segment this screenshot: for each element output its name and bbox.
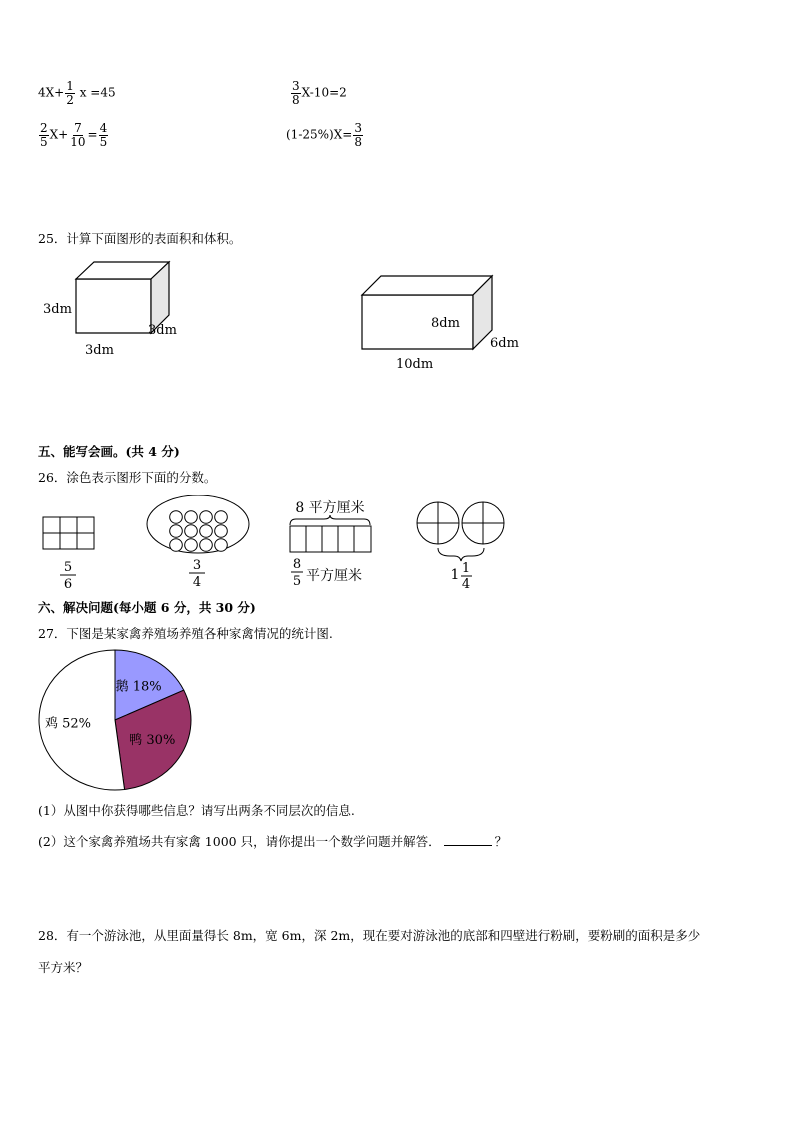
fraction-2-den: 4 <box>192 575 202 590</box>
section-5-title: 五、能写会画。(共 4 分) <box>38 444 180 459</box>
cuboid-length-label: 10dm <box>396 357 434 372</box>
pie-label-1: 鹅 18% <box>115 679 162 695</box>
question-28-line1: 28．有一个游泳池，从里面量得长 8m，宽 6m，深 2m，现在要对游泳池的底部和四壁进行粉刷，要粉刷的面积是多少 <box>38 928 701 943</box>
equation-1: 4X+ $\frac{1}{2}$ x =45 <box>38 79 116 107</box>
section-6-title: 六、解决问题(每小题 6 分，共 30 分) <box>38 600 256 615</box>
cuboid-height-label: 8dm <box>431 316 460 331</box>
pie-chart <box>36 648 198 794</box>
cuboid-depth-label: 6dm <box>490 336 519 351</box>
question-27-text: 27．下图是某家禽养殖场养殖各种家禽情况的统计图. <box>38 626 333 641</box>
two-circles-figure <box>417 502 504 544</box>
question-28-line2: 平方米？ <box>38 960 89 975</box>
grid-figure <box>43 517 94 549</box>
answer-blank[interactable] <box>444 833 492 846</box>
cube-figure <box>30 255 210 365</box>
question-26-text: 26．涂色表示图形下面的分数。 <box>38 470 217 485</box>
cuboid-figure <box>355 268 535 378</box>
equation-3: $\frac{2}{5}$ X+ $\frac{7}{10}$ = $\frac{4}{5}$ <box>40 121 108 149</box>
pie-label-2: 鸭 30% <box>129 732 176 748</box>
fraction-1-num: 5 <box>63 560 73 575</box>
strip-figure <box>290 526 371 552</box>
fraction-4-whole: 1 <box>450 567 460 583</box>
cube-right-label: 3dm <box>148 323 177 338</box>
fraction-1-den: 6 <box>63 577 73 592</box>
fraction-4-num: 1 <box>461 561 471 576</box>
fraction-3-unit: 平方厘米 <box>306 568 362 584</box>
question-25-text: 25．计算下面图形的表面积和体积。 <box>38 231 242 246</box>
fraction-2-num: 3 <box>192 558 202 573</box>
fraction-4-den: 4 <box>461 577 471 592</box>
fraction-3-num: 8 <box>292 557 302 572</box>
question-27-sub2: (2）这个家禽养殖场共有家禽 1000 只，请你提出一个数学问题并解答． ？ <box>38 834 508 849</box>
fraction-3-den: 5 <box>292 574 302 589</box>
question-27-sub1: (1）从图中你获得哪些信息？请写出两条不同层次的信息. <box>38 803 355 818</box>
cube-left-label: 3dm <box>43 302 72 317</box>
fraction-figures <box>30 495 530 595</box>
equation-2: $\frac{3}{8}$ X-10=2 <box>292 79 347 107</box>
ellipse-circles-figure <box>147 495 249 553</box>
equation-4: (1-25%)X= $\frac{3}{8}$ <box>286 121 362 149</box>
cube-bottom-label: 3dm <box>85 343 114 358</box>
strip-total-label: 8 平方厘米 <box>295 500 365 516</box>
pie-label-3: 鸡 52% <box>44 716 91 732</box>
